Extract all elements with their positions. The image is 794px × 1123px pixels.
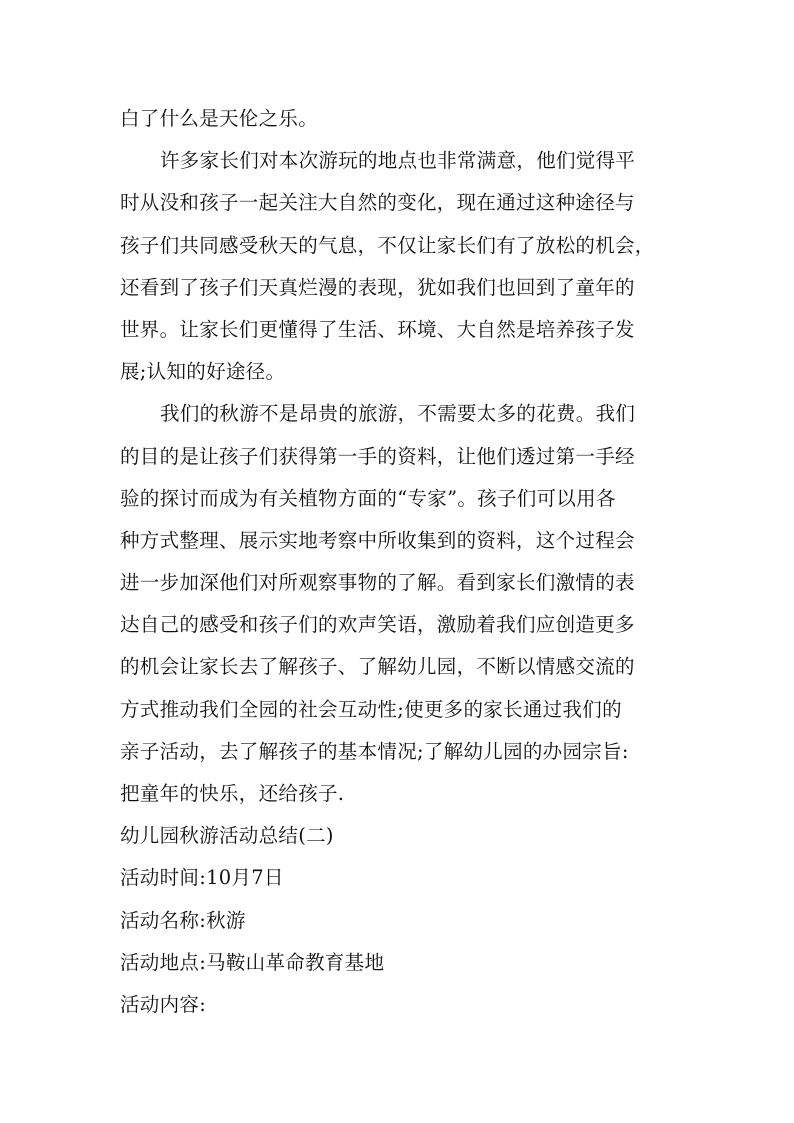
paragraph-line: 亲子活动，去了解孩子的基本情况;了解幼儿园的办园宗旨: <box>120 739 629 763</box>
paragraph-line: 许多家长们对本次游玩的地点也非常满意，他们觉得平 <box>160 149 636 173</box>
paragraph-line: 进一步加深他们对所观察事物的了解。看到家长们激情的表 <box>120 571 635 595</box>
paragraph-line: 把童年的快乐，还给孩子. <box>120 782 345 805</box>
paragraph-line: 的机会让家长去了解孩子、了解幼儿园，不断以情感交流的 <box>120 655 635 679</box>
paragraph-line: 验的探讨而成为有关植物方面的“专家”。孩子们可以用各 <box>120 486 616 510</box>
paragraph-line: 孩子们共同感受秋天的气息，不仅让家长们有了放松的机会， <box>120 233 655 257</box>
activity-time: 活动时间:10月7日 <box>120 866 284 890</box>
activity-location: 活动地点:马鞍山革命教育基地 <box>120 950 385 974</box>
activity-content: 活动内容: <box>120 992 207 1016</box>
paragraph-line: 种方式整理、展示实地考察中所收集到的资料，这个过程会 <box>120 528 635 552</box>
paragraph-line: 展;认知的好途径。 <box>120 360 286 384</box>
paragraph-line: 白了什么是天伦之乐。 <box>120 107 319 130</box>
activity-name: 活动名称:秋游 <box>120 908 246 932</box>
paragraph-line: 方式推动我们全园的社会互动性;使更多的家长通过我们的 <box>120 697 622 721</box>
paragraph-line: 还看到了孩子们天真烂漫的表现，犹如我们也回到了童年的 <box>120 275 635 299</box>
paragraph-line: 达自己的感受和孩子们的欢声笑语，激励着我们应创造更多 <box>120 613 635 637</box>
paragraph-line: 我们的秋游不是昂贵的旅游，不需要太多的花费。我们 <box>160 402 636 426</box>
section-heading: 幼儿园秋游活动总结(二) <box>120 824 334 848</box>
document-body <box>120 98 690 1026</box>
paragraph-line: 的目的是让孩子们获得第一手的资料，让他们透过第一手经 <box>120 444 635 468</box>
paragraph-line: 时从没和孩子一起关注大自然的变化，现在通过这种途径与 <box>120 191 635 215</box>
paragraph-line: 世界。让家长们更懂得了生活、环境、大自然是培养孩子发 <box>120 317 635 341</box>
